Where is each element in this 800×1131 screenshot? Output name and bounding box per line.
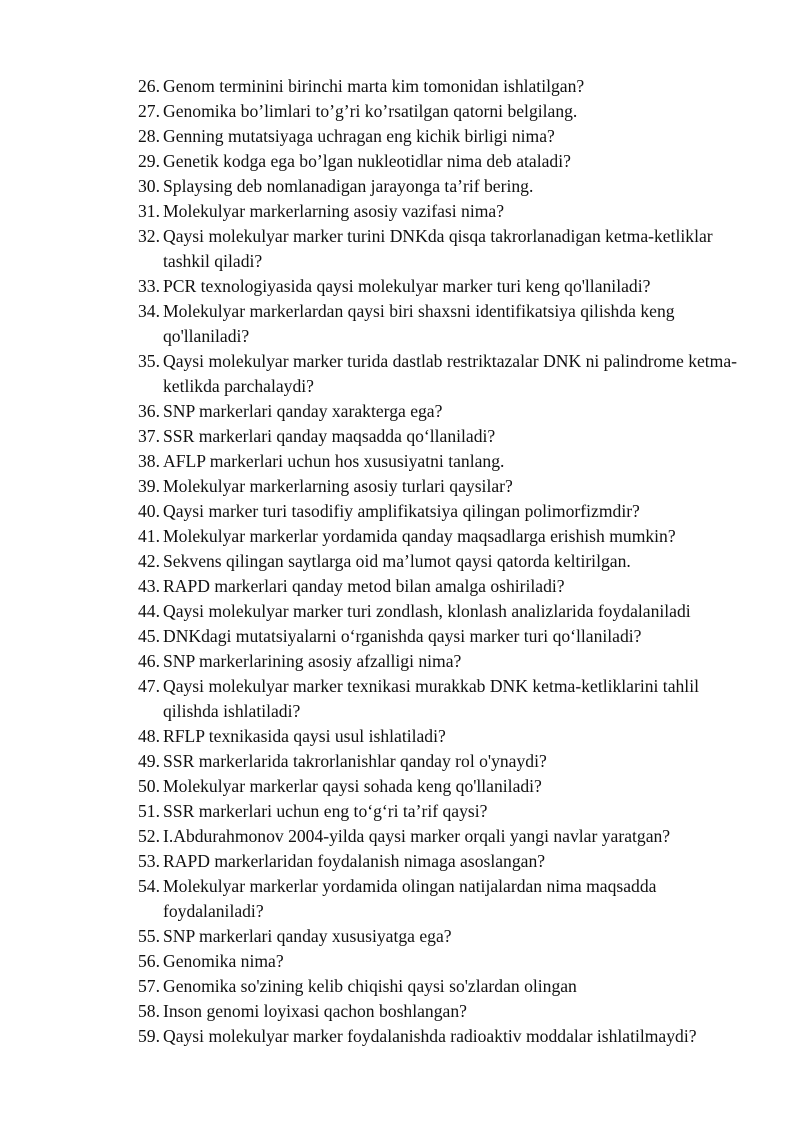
question-number: 49. [138,751,160,771]
question-item [138,924,748,949]
question-text: Qaysi molekulyar marker texnikasi murakkab DNK ketma-ketliklarini tahlil qilishda ishlatiladi? [163,676,699,721]
question-text: Molekulyar markerlarning asosiy turlari qaysilar? [163,476,513,496]
question-number: 41. [138,526,160,546]
question-text: RAPD markerlari qanday metod bilan amalga oshiriladi? [163,576,565,596]
question-text: Sekvens qilingan saytlarga oid ma’lumot qaysi qatorda keltirilgan. [163,551,631,571]
question-number: 44. [138,601,160,621]
question-item [138,449,748,474]
question-text: SNP markerlari qanday xususiyatga ega? [163,926,452,946]
question-item [138,499,748,524]
question-item [138,974,748,999]
question-text: Genning mutatsiyaga uchragan eng kichik birligi nima? [163,126,555,146]
question-item [138,849,748,874]
question-number: 39. [138,476,160,496]
question-text: RFLP texnikasida qaysi usul ishlatiladi? [163,726,446,746]
question-number: 53. [138,851,160,871]
question-text: SNP markerlari qanday xarakterga ega? [163,401,443,421]
question-number: 36. [138,401,160,421]
question-number: 55. [138,926,160,946]
question-text: Molekulyar markerlardan qaysi biri shaxsni identifikatsiya qilishda keng qo'llaniladi? [163,301,675,346]
question-item [138,574,748,599]
question-number: 31. [138,201,160,221]
question-list [138,74,748,1049]
question-text: I.Abdurahmonov 2004-yilda qaysi marker orqali yangi navlar yaratgan? [163,826,671,846]
question-text: DNKdagi mutatsiyalarni o‘rganishda qaysi marker turi qo‘llaniladi? [163,626,642,646]
question-item [138,624,748,649]
question-text: Qaysi marker turi tasodifiy amplifikatsiya qilingan polimorfizmdir? [163,501,640,521]
question-item [138,1024,748,1049]
question-number: 52. [138,826,160,846]
question-text: RAPD markerlaridan foydalanish nimaga asoslangan? [163,851,546,871]
question-item [138,799,748,824]
question-text: Genomika bo’limlari to’g’ri ko’rsatilgan qatorni belgilang. [163,101,578,121]
question-item [138,724,748,749]
question-text: Genomika nima? [163,951,284,971]
question-number: 59. [138,1026,160,1046]
question-text: Qaysi molekulyar marker turi zondlash, klonlash analizlarida foydalaniladi [163,601,691,621]
question-text: Splaysing deb nomlanadigan jarayonga ta’rif bering. [163,176,534,196]
question-text: SSR markerlari uchun eng to‘g‘ri ta’rif qaysi? [163,801,488,821]
question-number: 30. [138,176,160,196]
question-item [138,774,748,799]
question-number: 57. [138,976,160,996]
question-item [138,124,748,149]
question-number: 37. [138,426,160,446]
question-item [138,274,748,299]
question-number: 27. [138,101,160,121]
question-text: Molekulyar markerlar yordamida olingan natijalardan nima maqsadda foydalaniladi? [163,876,657,921]
question-number: 33. [138,276,160,296]
question-text: SNP markerlarining asosiy afzalligi nima? [163,651,462,671]
question-number: 58. [138,1001,160,1021]
question-item [138,299,748,349]
question-text: Qaysi molekulyar marker turida dastlab restriktazalar DNK ni palindrome ketma-ketlikda parchalaydi? [163,351,738,396]
question-number: 42. [138,551,160,571]
question-text: PCR texnologiyasida qaysi molekulyar marker turi keng qo'llaniladi? [163,276,651,296]
question-item [138,524,748,549]
question-text: SSR markerlarida takrorlanishlar qanday rol o'ynaydi? [163,751,547,771]
question-item [138,874,748,924]
question-text: Qaysi molekulyar marker turini DNKda qisqa takrorlanadigan ketma-ketliklar tashkil qiladi? [163,226,713,271]
question-item [138,474,748,499]
question-text: Molekulyar markerlar yordamida qanday maqsadlarga erishish mumkin? [163,526,676,546]
question-item [138,224,748,274]
question-text: Genom terminini birinchi marta kim tomonidan ishlatilgan? [163,76,585,96]
question-number: 48. [138,726,160,746]
question-item [138,99,748,124]
question-text: AFLP markerlari uchun hos xususiyatni tanlang. [163,451,505,471]
question-item [138,949,748,974]
question-item [138,749,748,774]
question-number: 29. [138,151,160,171]
question-text: Molekulyar markerlarning asosiy vazifasi nima? [163,201,505,221]
question-text: Qaysi molekulyar marker foydalanishda radioaktiv moddalar ishlatilmaydi? [163,1026,697,1046]
question-item [138,199,748,224]
question-item [138,599,748,624]
question-item [138,149,748,174]
question-number: 26. [138,76,160,96]
question-text: SSR markerlari qanday maqsadda qo‘llaniladi? [163,426,496,446]
question-text: Molekulyar markerlar qaysi sohada keng qo'llaniladi? [163,776,542,796]
question-item [138,674,748,724]
question-number: 45. [138,626,160,646]
question-number: 32. [138,226,160,246]
question-number: 46. [138,651,160,671]
question-item [138,549,748,574]
question-number: 43. [138,576,160,596]
question-number: 34. [138,301,160,321]
question-number: 47. [138,676,160,696]
question-item [138,999,748,1024]
question-text: Genetik kodga ega bo’lgan nukleotidlar nima deb ataladi? [163,151,571,171]
question-number: 40. [138,501,160,521]
question-number: 56. [138,951,160,971]
question-number: 38. [138,451,160,471]
question-number: 50. [138,776,160,796]
question-item [138,399,748,424]
question-item [138,649,748,674]
question-text: Inson genomi loyixasi qachon boshlangan? [163,1001,467,1021]
question-text: Genomika so'zining kelib chiqishi qaysi so'zlardan olingan [163,976,577,996]
question-number: 54. [138,876,160,896]
question-item [138,74,748,99]
question-number: 28. [138,126,160,146]
question-number: 51. [138,801,160,821]
question-number: 35. [138,351,160,371]
question-item [138,349,748,399]
question-item [138,424,748,449]
question-item [138,174,748,199]
question-item [138,824,748,849]
